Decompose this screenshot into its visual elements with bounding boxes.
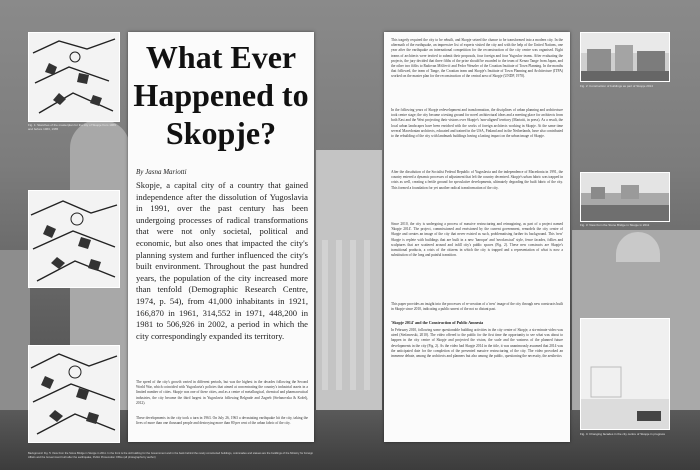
body-paragraph: This paper provides an insight into the processes of re-creation of a 'new' image of the city through new constructs built in Skopje since 2010, indicating a public unrest of the not so distant past. <box>391 302 563 312</box>
figure-facade-photo <box>580 318 670 430</box>
body-paragraph: This tragedy required the city to be rebuilt, and Skopje seized the chance to be transformed into a modern city. In the aftermath of the earthquake, an impressive list of experts visited the city and with the help of the United Nations, one year after the earthquake an international competition for the reconstruction of the city centre was organised. Eight teams of architects were invited to submit their proposals, four foreign and four Yugoslav teams. After evaluating the projects, the jury decided that three fifths of the prize should be awarded to the team of Kenzo Tange from Japan, and the other two fifths to Radovan Miščević and Fedor Wenzler of the Croatian Institute of Town Planning. In the months that followed, the team of Tange, the Croatian team and Skopje's Institute of Town Planning and Architecture (ITPA) worked on the master plan for the reconstruction of the central area of Skopje (UNDP, 1970). <box>391 38 563 79</box>
figure-sketch-map <box>28 345 120 443</box>
figure-2-caption: Fig. 2: Construction of buildings as part of Skopje 2014 <box>580 84 653 88</box>
background-figure-caption: Background: Fig. 5: View from the Stone Bridge in Skopje in 2011. In the front is the old building for the Government and in the back behind the newly constructed buildings, colonnades and statues are the buildings of the Ministry for Foreign Affairs and the Government built after the earthquake, Public Prosecution Office (all photographs by author) <box>28 452 314 459</box>
figure-bridge-photo <box>580 172 670 222</box>
body-paragraph: In the following years of Skopje redevelopment and transformation, the disciplines of urban planning and architecture took centre stage; the city became a testing ground for novel architectural ideas and a meeting place for architects from both East and the West projecting their visions over Skopje's 'non-aligned' territory (Mariotti, in press). As a result, the local urban landscapes have been enriched with the works of foreign architects working in Skopje. At the same time several Macedonian architects, educated and trained in the USA, Finland and in the Netherlands, have also contributed to the rebuilding of the city with landmark buildings having a lasting impact on the urban image of Skopje. <box>391 108 563 139</box>
body-paragraph: Since 2010, the city is undergoing a process of massive restructuring and reimagining, as part of a project named 'Skopje 2014'. The project, commissioned and envisioned by the current government, remodels the city centre of Skopje and creates an image of the city that never existed as such, problematising further its background. This 'new' Skopje is replete with buildings that are built in a new 'baroque' and 'neoclassical' style, fence facades, follies and sculptures that are scattered around and infill city's public spaces (Fig. 2). These new constructs are Skopje's transitional products, a crisis of the citizens in which the city is trapped and a representation of what is now a substitution of the long and painful transition. <box>391 222 563 258</box>
section-heading: 'Skopje 2014' and the Construction of Public Amnesia <box>391 320 484 325</box>
background-column <box>364 240 370 390</box>
figure-sketch-map <box>28 32 120 122</box>
figure-sketch-map <box>28 190 120 288</box>
figure-3-caption: Fig. 3: View from the Stone Bridge in Skopje in 2011 <box>580 223 650 227</box>
background-column <box>350 240 356 390</box>
article-title: What Ever Happened to Skopje? <box>133 39 309 151</box>
background-column <box>322 240 328 390</box>
body-paragraph: The speed of the city's growth varied in different periods, but was the highest in the decades following the Second World War, which coincided with Yugoslavia's policies that aimed at concentrating the country's industrial assets in a limited number of cities. Skopje was one of these cities, and as a centre of metallurgical, chemical and pharmaceutical industries, the city became the third largest in Yugoslavia following Belgrade and Zagreb (Stefanovska & Koželj, 2012). <box>136 380 308 405</box>
figure-4-caption: Fig. 4: Changing facades in the city centre of Skopje in progress <box>580 432 666 436</box>
figure-construction-photo <box>580 32 670 82</box>
article-lead-paragraph: Skopje, a capital city of a country that gained independence after the dissolution of Yugoslavia in 1991, over the past century has been undergoing processes of radical transformations that were not only societal, political and economic, but also ones that impacted the city's planning system and further influenced the city's built environment. Throughout the past hundred years, the population of the city increased more than tenfold (Demographic Research Centre, 1974, p. 54), from 41,000 inhabitants in 1921, 166,870 in 1961, 314,552 in 1971, 448,200 in 1981 to 506,926 in 2002, a period in which the city correspondingly expanded its territory. <box>136 180 308 341</box>
body-paragraph: In February 2010, following some questionable building activities in the city centre of Skopje, a six-minute video was aired (Stefanovski, 2010). The video offered to the public for the first time the opportunity to see what was about to happen in the city centre of Skopje and projected the vision, the scale and the vastness of the planned future developments in the city (Fig. 2). As the video had Skopje 2014 in the title, it was unanimously assumed that 2014 was the anticipated date for the completion of the presented massive restructuring of the city. The video provoked an immense debate, among the architects and planners but also among the public, questioning the necessity, the aesthetics <box>391 328 563 359</box>
article-author: By Jasna Mariotti <box>136 168 187 176</box>
background-column <box>336 240 342 390</box>
figure-1-caption: Fig. 1: Sketches of the masterplan for the city of Skopje from 1966 and before 1963, 1965 <box>28 123 116 131</box>
body-paragraph: After the dissolution of the Socialist Federal Republic of Yugoslavia and the independence of Macedonia in 1991, the country entered a dynamic processes of adjustment that left the country decentred. Skopje's urban fabric was trapped in crisis as well, creating a fertile ground for speculative developments, ultimately degrading the built fabric of the city. This formed a foundation for yet another radical transformation of the city. <box>391 170 563 190</box>
body-paragraph: These developments in the city took a turn in 1963. On July 26, 1963 a devastating earthquake hit the city, taking the lives of more than one thousand people and destroying more than 80 per cent of the urban fabric of the city. <box>136 416 308 426</box>
background-building <box>0 250 30 420</box>
